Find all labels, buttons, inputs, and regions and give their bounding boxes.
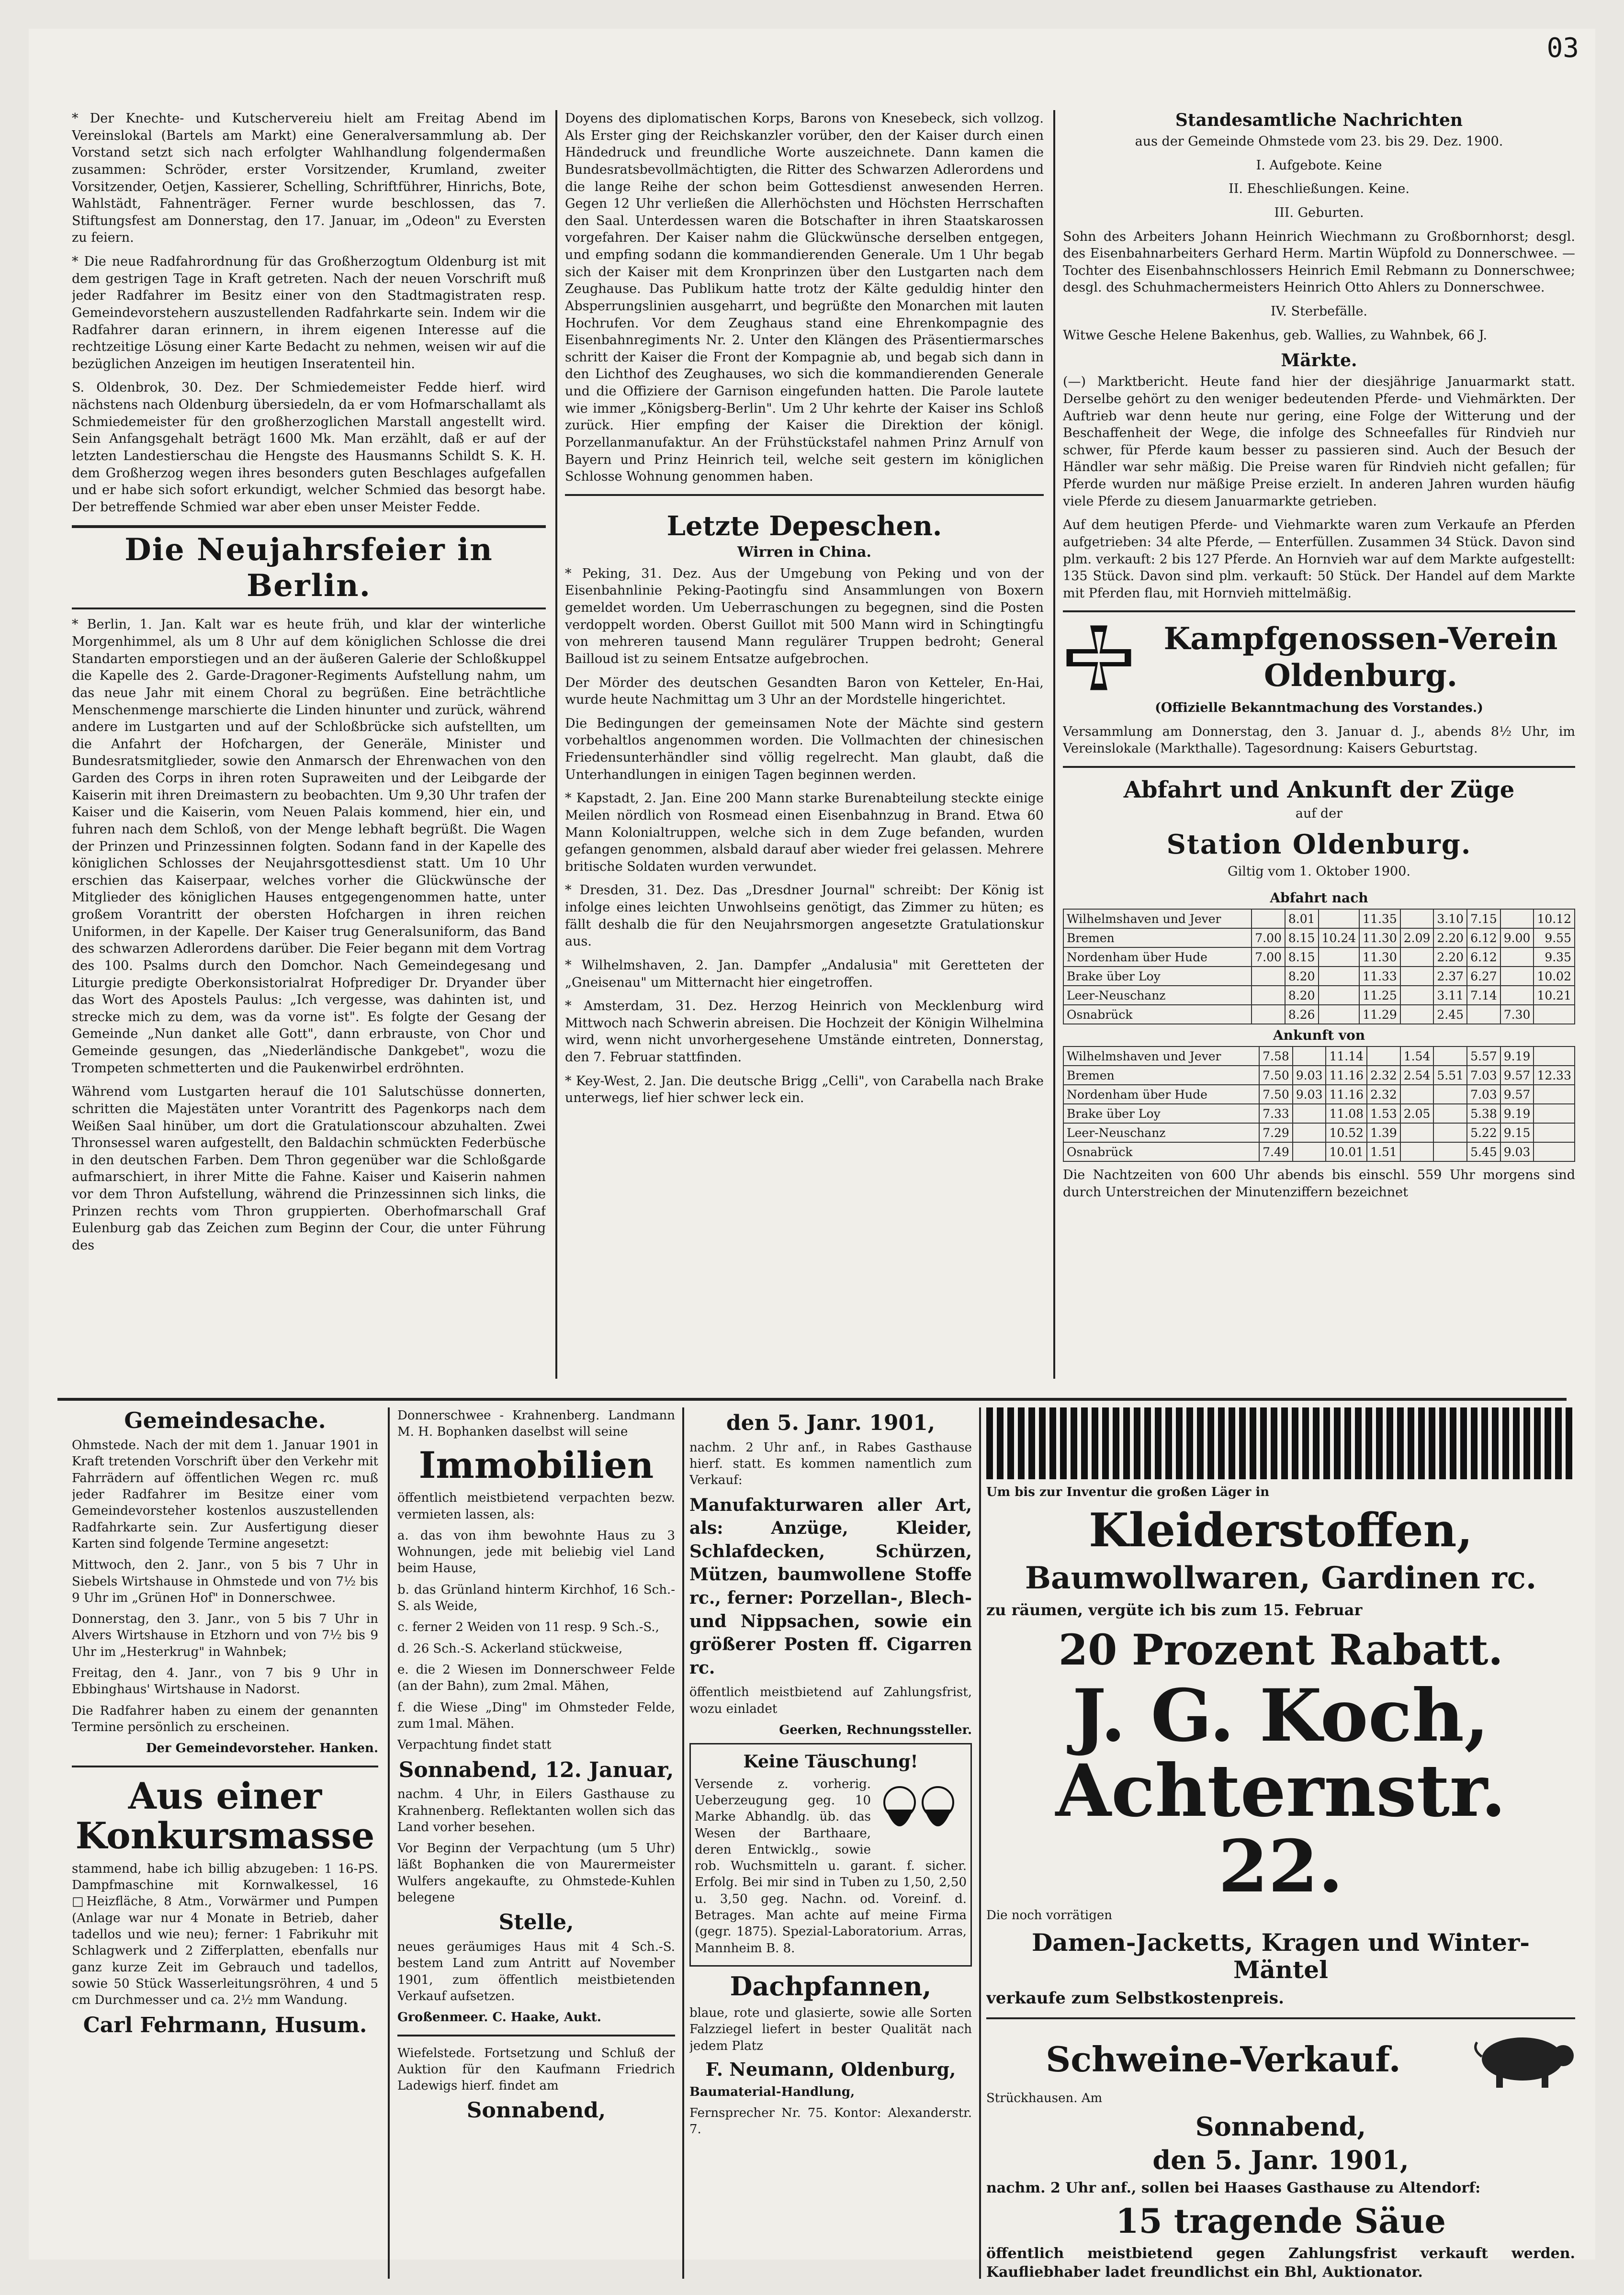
gemeindesache-title: Gemeindesache. xyxy=(124,1407,326,1433)
divider xyxy=(986,2017,1575,2019)
column-3 xyxy=(1063,110,1575,1207)
immobilien-title: Immobilien xyxy=(418,1443,654,1486)
train-time: 2.20 xyxy=(1433,947,1467,967)
article-key-west: * Key-West, 2. Jan. Die deutsche Brigg „Celli", von Carabella nach Brake unterwegs, lief hier schwer leck ein. xyxy=(565,1073,1044,1106)
timetable-row xyxy=(1063,928,1575,947)
train-time: 9.19 xyxy=(1500,1046,1534,1066)
train-time: 7.58 xyxy=(1259,1046,1293,1066)
train-time: 10.52 xyxy=(1326,1123,1367,1142)
train-time: 11.35 xyxy=(1359,909,1400,928)
article-berlin-2: Während vom Lustgarten herauf die 101 Salutschüsse donnerten, schritten die Majestäten unter Vorantritt des Pagenkorps nach dem Weißen Saal hinüber, um dort die Gratulationscour abzuhalten. Zwei Thronsessel waren aufgestellt, den Baldachin schmückten Federbüsche in den deutschen Farben. Dem Thron gegenüber war die Schloßgarde aufmarschiert, in ihrer Mitte die Fahne. Kaiser und Kaiserin nahmen vor dem Thron Aufstellung, während die Prinzessinnen sich links, die Prinzen rechts vom Thron gruppierten. Oberhofmarschall Graf Eulenburg gab das Zeichen zum Beginn der Cour, die unter Führung des xyxy=(72,1084,546,1253)
train-time xyxy=(1534,1123,1575,1142)
train-time xyxy=(1433,1142,1467,1161)
train-time: 10.21 xyxy=(1534,986,1575,1005)
train-time: 7.03 xyxy=(1467,1066,1500,1085)
train-time xyxy=(1400,909,1434,928)
marktbericht: (—) Marktbericht. Heute fand hier der diesjährige Januarmarkt statt. Derselbe gehört zu den weniger bedeutenden Pferde- und Viehmärkten. Der Auftrieb war denn heute nur gering, eine Folge der Witterung und der Beschaffenheit der Wege, die infolge des Schneefalles für Rindvieh nur schwer, für Pferde kaum besser zu passieren sind. Auch der Besuch der Händler war sehr mäßig. Die Preise waren für Rindvieh nicht gefallen; für Pferde wurden nur mäßige Preise erzielt. In anderen Jahren wurden häufig viele Pferde zu diesem Januarmarkte getrieben. xyxy=(1063,374,1575,509)
schweine-date: den 5. Janr. 1901, xyxy=(1152,2144,1409,2175)
timetable-row xyxy=(1063,1104,1575,1123)
standesamt-sterbe: IV. Sterbefälle. xyxy=(1270,304,1368,319)
train-time xyxy=(1252,909,1285,928)
train-time: 2.37 xyxy=(1433,967,1467,986)
station-name: Wilhelmshaven und Jever xyxy=(1063,1046,1259,1066)
train-time: 5.57 xyxy=(1467,1046,1500,1066)
koch-name: J. G. Koch, Achternstr. 22. xyxy=(1055,1673,1506,1909)
train-time: 9.15 xyxy=(1500,1123,1534,1142)
immobilien-e: e. die 2 Wiesen im Donnerschweer Felde (an der Bahn), zum 2mal. Mähen, xyxy=(397,1663,675,1694)
station-title: Station Oldenburg. xyxy=(1166,829,1472,861)
kampfgenossen-verein xyxy=(1063,621,1575,695)
gemeindesache-termin-1: Mittwoch, den 2. Janr., von 5 bis 7 Uhr in Siebels Wirtshause in Ohmstede und von 7½ bis 9 Uhr im „Grünen Hof" in Donnerschwee. xyxy=(72,1558,378,1605)
subhead-china: Wirren in China. xyxy=(737,543,871,561)
auf-der: auf der xyxy=(1295,806,1343,821)
gemeindesache-hinweis: Die Radfahrer haben zu einem der genannten Termine persönlich zu erscheinen. xyxy=(72,1703,378,1734)
dachpfannen-title: Dachpfannen, xyxy=(730,1971,932,2002)
schweine-day: Sonnabend, xyxy=(1195,2111,1366,2142)
train-time: 8.20 xyxy=(1285,967,1319,986)
train-time xyxy=(1534,1142,1575,1161)
ads-column-4 xyxy=(986,1407,1575,2287)
article-amsterdam: * Amsterdam, 31. Dez. Herzog Heinrich von Mecklenburg wird Mittwoch nach Schwerin abreisen. Die Hochzeit der Königin Wilhelmina wird, wenn nicht unvorhergesehene Umstände eintreten, Donnerstag, den 7. Februar stattfinden. xyxy=(565,999,1044,1065)
maerkte-title: Märkte. xyxy=(1281,350,1357,371)
immobilien-date: Sonnabend, 12. Januar, xyxy=(398,1757,674,1782)
divider xyxy=(565,494,1044,496)
train-time: 11.33 xyxy=(1359,967,1400,986)
schweine-title: Schweine-Verkauf. xyxy=(1046,2038,1401,2080)
article-kapstadt: * Kapstadt, 2. Jan. Eine 200 Mann starke Burenabteilung steckte einige Meilen nördlich von Rosmead einen Eisenbahnzug in Brand. Etwa 60 Mann Kolonialtruppen, welche sich in dem Zuge befanden, wurden gefangen genommen, alsbald darauf aber wieder frei gelassen. Mehrere britische Soldaten wurden verwundet. xyxy=(565,791,1044,874)
train-time: 7.15 xyxy=(1467,909,1500,928)
train-time: 1.39 xyxy=(1367,1123,1400,1142)
train-time xyxy=(1252,1005,1285,1024)
train-time: 12.33 xyxy=(1534,1066,1575,1085)
verein-subtitle: (Offizielle Bekanntmachung des Vorstandes.) xyxy=(1155,700,1483,715)
ads-column-1 xyxy=(72,1407,378,2041)
article-radfahrordnung: * Die neue Radfahrordnung für das Großherzogtum Oldenburg ist mit dem gestrigen Tage in Kraft getreten. Nach der neuen Vorschrift muß jeder Radfahrer im Besitz einer von den Stadtmagistraten resp. Gemeindevorstehern auszustellenden Radfahrkarte sein. Indem wir die Radfahrer daran erinnern, in ihrem eigenen Interesse auf die rechtzeitige Lösung einer Karte Bedacht zu nehmen, weisen wir auf die bezüglichen Anzeigen im heutigen Inseratenteil hin. xyxy=(72,254,546,371)
standesamt-sterbe-text: Witwe Gesche Helene Bakenhus, geb. Wallies, zu Wahnbek, 66 J. xyxy=(1063,327,1488,343)
train-time: 7.29 xyxy=(1259,1123,1293,1142)
schweine-saeue: 15 tragende Säue xyxy=(1116,2201,1446,2241)
train-time xyxy=(1467,1005,1500,1024)
train-time xyxy=(1400,967,1434,986)
taeuschung-text: Versende z. vorherig. Ueberzeugung geg. 10 Marke Abhandlg. üb. das Wesen der Barthaare, deren Entwicklg., sowie rob. Wuchsmitteln u. garant. f. sicher. Erfolg. Bei mir sind in Tuben zu 1,50, 2,50 u. 3,50 geg. Nachn. od. Voreinf. d. Betrages. Man achte auf meine Firma (gegr. 1875). Spezial-Laboratorium. Arras, Mannheim B. 8. xyxy=(695,1777,967,1956)
taeuschung-title: Keine Täuschung! xyxy=(743,1752,918,1772)
train-time: 2.32 xyxy=(1367,1066,1400,1085)
immobilien-c: c. ferner 2 Weiden von 11 resp. 9 Sch.-S., xyxy=(397,1620,659,1635)
station-name: Brake über Loy xyxy=(1063,967,1252,986)
train-time: 11.08 xyxy=(1326,1104,1367,1123)
article-berlin-1: * Berlin, 1. Jan. Kalt war es heute früh, und klar der winterliche Morgenhimmel, als um 8 Uhr auf dem königlichen Schlosse die drei Standarten emporstiegen und an der äußeren Galerie der Schloßkuppel die Kapelle des 2. Garde-Dragoner-Regiments Aufstellung nahm, um das neue Jahr mit einem Choral zu begrüßen. Eine beträchtliche Menschenmenge marschierte die Linden hinunter und zurück, während andere im Lustgarten und auf der Schloßbrücke sich aufstellten, um die Anfahrt der Hofchargen, der Generäle, Minister und Bundesratsmitglieder, sowie den Anmarsch der Ehrenwachen von den Garden des Corps in ihren roten Supraweiten und der Leibgarde der Kaiserin mit ihren Dreimastern zu beobachten. Um 9,30 Uhr trafen der Kaiser und die Kaiserin, vom Neuen Palais kommend, hier ein, und fuhren nach dem Schloß, von der Menge lebhaft begrüßt. Die Wagen der Prinzen und Prinzessinnen folgten. Sodann fand in der Kapelle des königlichen Schlosses der Neujahrsgottesdienst statt. Um 10 Uhr erschien das Kaiserpaar, welches vorher die Glückwünsche der Mitglieder des königlichen Hauses entgegengenommen hatte, unter großem Vorantritt der obersten Hofchargen in ihren reichen Uniformen, in der Kapelle. Der Kaiser trug Generalsuniform, das Band des schwarzen Adlerordens darüber. Die Feier begann mit dem Vortrag des 100. Psalms durch den Domchor. Nach Gemeindegesang und Liturgie predigte Oberkonsistorialrat Hofprediger Dr. Dryander über das Wort des Apostels Paulus: „Ich vergesse, was dahinten ist, und strecke mich zu dem, was da vorne ist". Es folgte der Gesang der Gemeinde „Nun danket alle Gott", dann erbrauste, von Chor und Gemeinde gesungen, das „Niederländische Dankgebet", wozu die Trompeten schmetterten und die Paukenwirbel erdröhnten. xyxy=(72,617,546,1076)
station-name: Osnabrück xyxy=(1063,1005,1252,1024)
train-time xyxy=(1433,1123,1467,1142)
ankunft-label: Ankunft von xyxy=(1273,1027,1365,1044)
immobilien-intro: Donnerschwee - Krahnenberg. Landmann M. H. Bophanken daselbst will seine xyxy=(397,1408,675,1440)
gueltig: Giltig vom 1. Oktober 1900. xyxy=(1228,864,1410,879)
schweine-text: nachm. 2 Uhr anf., sollen bei Haases Gasthause zu Altendorf: xyxy=(986,2179,1481,2196)
column-2 xyxy=(565,110,1044,1114)
train-time xyxy=(1433,1085,1467,1104)
train-time: 11.29 xyxy=(1359,1005,1400,1024)
train-time xyxy=(1534,1085,1575,1104)
konkursmasse-title: Aus einer Konkursmasse xyxy=(75,1774,375,1857)
train-time: 10.24 xyxy=(1319,928,1360,947)
train-time: 6.27 xyxy=(1467,967,1500,986)
train-time: 8.26 xyxy=(1285,1005,1319,1024)
train-time: 11.30 xyxy=(1359,947,1400,967)
train-time: 5.45 xyxy=(1467,1142,1500,1161)
verein-title: Kampfgenossen-Verein Oldenburg. xyxy=(1163,621,1558,694)
timetable-row xyxy=(1063,1142,1575,1161)
ad-divider xyxy=(388,1407,390,2279)
auktion-sign: Geerken, Rechnungssteller. xyxy=(779,1722,972,1737)
train-time: 2.45 xyxy=(1433,1005,1467,1024)
train-time: 1.51 xyxy=(1367,1142,1400,1161)
train-time: 8.20 xyxy=(1285,986,1319,1005)
verein-text: Versammlung am Donnerstag, den 3. Januar d. J., abends 8½ Uhr, im Vereinslokale (Markthalle). Tagesordnung: Kaisers Geburtstag. xyxy=(1063,724,1575,756)
train-time: 2.20 xyxy=(1433,928,1467,947)
train-time: 1.54 xyxy=(1400,1046,1434,1066)
koch-selbstkosten: verkaufe zum Selbstkostenpreis. xyxy=(986,1988,1284,2008)
train-time xyxy=(1293,1046,1326,1066)
train-time: 7.00 xyxy=(1252,947,1285,967)
immobilien-f: f. die Wiese „Ding" im Ohmsteder Felde, zum 1mal. Mähen. xyxy=(397,1700,675,1731)
koch-rabatt-intro: zu räumen, vergüte ich bis zum 15. Februar xyxy=(986,1600,1363,1619)
bearded-men-icon xyxy=(871,1776,967,1848)
train-time xyxy=(1500,986,1534,1005)
column-divider xyxy=(1053,110,1055,1379)
divider xyxy=(1063,610,1575,612)
konkursmasse-sign: Carl Fehrmann, Husum. xyxy=(83,2013,367,2037)
newspaper-page xyxy=(29,29,1595,2281)
schweine-ort: Strückhausen. Am xyxy=(986,2091,1103,2106)
koch-kleiderstoffen: Kleiderstoffen, xyxy=(1089,1503,1473,1558)
koch-fringe-border xyxy=(986,1407,1575,1479)
station-name: Nordenham über Hude xyxy=(1063,1085,1259,1104)
abfahrt-table xyxy=(1063,909,1575,1024)
train-time xyxy=(1319,947,1360,967)
train-time: 9.03 xyxy=(1500,1142,1534,1161)
timetable-row xyxy=(1063,947,1575,967)
standesamt-ehe: II. Eheschließungen. Keine. xyxy=(1229,181,1410,197)
article-note: Die Bedingungen der gemeinsamen Note der Mächte sind gestern vorbehaltlos angenommen worden. Die Vollmachten der chinesischen Friedensunterhändler sind völlig regelrecht. Man glaubt, daß die Unterhandlungen in einigen Tagen beginnen werden. xyxy=(565,716,1044,782)
divider xyxy=(1063,766,1575,768)
immobilien-text: öffentlich meistbietend verpachten bezw. vermieten lassen, als: xyxy=(397,1491,675,1522)
article-wilhelmshaven: * Wilhelmshaven, 2. Jan. Dampfer „Andalusia" mit Geretteten der „Gneisenau" um Mitternacht hier eingetroffen. xyxy=(565,957,1044,990)
dachpfannen-firm-2: Baumaterial-Handlung, xyxy=(689,2084,855,2099)
train-time: 9.03 xyxy=(1293,1085,1326,1104)
train-time: 7.03 xyxy=(1467,1085,1500,1104)
timetable-note: Die Nachtzeiten von 600 Uhr abends bis einschl. 559 Uhr morgens sind durch Unterstreichen der Minutenziffern bezeichnet xyxy=(1063,1168,1575,1200)
standesamt-geburten-text: Sohn des Arbeiters Johann Heinrich Wiechmann zu Großbornhorst; desgl. des Eisenbahnarbeiters Gerhard Herm. Martin Wüpfold zu Donnerschwee. — Tochter des Eisenbahnschlossers Heinrich Emil Rebmann zu Donnerschwee; desgl. des Schuhmachermeisters Heinrich Otto Ahlers zu Donnerschwee. xyxy=(1063,229,1575,295)
koch-rabatt: 20 Prozent Rabatt. xyxy=(1058,1624,1503,1675)
train-time xyxy=(1319,986,1360,1005)
ads-column-3 xyxy=(689,1407,972,2143)
train-time: 2.54 xyxy=(1400,1066,1434,1085)
immobilien-verpachtung: Verpachtung findet statt xyxy=(397,1738,552,1753)
train-time xyxy=(1433,1046,1467,1066)
train-time xyxy=(1293,1123,1326,1142)
train-time: 2.09 xyxy=(1400,928,1434,947)
train-time xyxy=(1367,1046,1400,1066)
timetable-row xyxy=(1063,967,1575,986)
marktbericht-2: Auf dem heutigen Pferde- und Viehmarkte waren zum Verkaufe an Pferden aufgetrieben: 34 alte Pferde, — Enterfüllen. Zusammen 34 Stück. Davon sind plm. verkauft: 2 bis 127 Pferde. An Hornvieh war auf dem Markte aufgestellt: 135 Stück. Davon sind plm. verkauft: 50 Stück. Der Handel auf dem Markte mit Pferden flau, mit Hornvieh mittelmäßig. xyxy=(1063,518,1575,601)
station-name: Nordenham über Hude xyxy=(1063,947,1252,967)
schweine-header xyxy=(986,2028,1575,2090)
train-time: 6.12 xyxy=(1467,947,1500,967)
column-divider xyxy=(555,110,557,1379)
train-time: 9.57 xyxy=(1500,1085,1534,1104)
headline-neujahrsfeier: Die Neujahrsfeier in Berlin. xyxy=(72,525,546,609)
train-time xyxy=(1500,947,1534,967)
ad-divider xyxy=(682,1407,684,2279)
train-time: 7.33 xyxy=(1259,1104,1293,1123)
train-time xyxy=(1319,1005,1360,1024)
timetable-row xyxy=(1063,909,1575,928)
train-time: 9.19 xyxy=(1500,1104,1534,1123)
auktion-date: den 5. Janr. 1901, xyxy=(726,1411,936,1435)
section-divider xyxy=(57,1398,1567,1401)
koch-baumwollwaren: Baumwollwaren, Gardinen rc. xyxy=(1025,1560,1537,1596)
station-name: Wilhelmshaven und Jever xyxy=(1063,909,1252,928)
train-time: 5.51 xyxy=(1433,1066,1467,1085)
wiefelstede-date: Sonnabend, xyxy=(466,2098,606,2123)
timetable-row xyxy=(1063,1123,1575,1142)
timetable-row xyxy=(1063,1005,1575,1024)
immobilien-stelle: Stelle, xyxy=(498,1910,574,1935)
standesamt-aufgebote: I. Aufgebote. Keine xyxy=(1256,158,1382,173)
train-time: 9.57 xyxy=(1500,1066,1534,1085)
station-name: Leer-Neuschanz xyxy=(1063,1123,1259,1142)
train-time: 3.10 xyxy=(1433,909,1467,928)
train-time: 8.01 xyxy=(1285,909,1319,928)
ad-divider xyxy=(979,1407,981,2279)
train-time: 3.11 xyxy=(1433,986,1467,1005)
train-time: 8.15 xyxy=(1285,947,1319,967)
ankunft-table xyxy=(1063,1046,1575,1162)
konkursmasse-text: stammend, habe ich billig abzugeben: 1 16-PS. Dampfmaschine mit Kornwalkessel, 16 □Heizfläche, 8 Atm., Vorwärmer und Pumpen (Anlage war nur 4 Monate in Betrieb, daher tadellos und wie neu); ferner: 1 Fabrikuhr mit Schlagwerk und 2 Zifferplatten, ebenfalls nur ganz kurze Zeit im Gebrauch und tadellos, sowie 50 Stück Wasserleitungsröhren, 4 und 5 cm Durchmesser und ca. 2½ mm Wandung. xyxy=(72,1861,378,2008)
train-time: 11.14 xyxy=(1326,1046,1367,1066)
koch-intro: Um bis zur Inventur die großen Läger in xyxy=(986,1485,1270,1499)
train-time: 1.53 xyxy=(1367,1104,1400,1123)
gemeindesache-sign: Der Gemeindevorsteher. Hanken. xyxy=(146,1741,378,1756)
auktion-goods: Manufakturwaren aller Art, als: Anzüge, Kleider, Schlafdecken, Schürzen, Mützen, baumwollene Stoffe rc., ferner: Porzellan-, Blech- und Nippsachen, sowie ein größerer Posten ff. Cigarren rc. xyxy=(689,1495,972,1678)
immobilien-d: d. 26 Sch.-S. Ackerland stückweise, xyxy=(397,1641,623,1656)
train-time: 10.02 xyxy=(1534,967,1575,986)
article-peking: * Peking, 31. Dez. Aus der Umgebung von Peking und von der Eisenbahnlinie Peking-Paotingfu sind Ansammlungen von Boxern gemeldet worden. Um Ueberraschungen zu begegnen, sind die Posten verdoppelt worden. Oberst Guillot mit 500 Mann wird in Schingtingfu von mehreren tausend Mann regulärer Truppen bedroht; General Bailloud ist zu seinem Entsatze aufgebrochen. xyxy=(565,566,1044,666)
train-time xyxy=(1433,1104,1467,1123)
pig-icon xyxy=(1470,2028,1575,2090)
train-time: 2.05 xyxy=(1400,1104,1434,1123)
koch-jacketts: Damen-Jacketts, Kragen und Winter-Mäntel xyxy=(1031,1928,1530,1984)
train-time xyxy=(1252,986,1285,1005)
train-time xyxy=(1293,1104,1326,1123)
train-time xyxy=(1500,967,1534,986)
train-time: 11.30 xyxy=(1359,928,1400,947)
train-time xyxy=(1500,909,1534,928)
immobilien-b: b. das Grünland hinterm Kirchhof, 16 Sch.-S. als Weide, xyxy=(397,1582,675,1614)
standesamt-title: Standesamtliche Nachrichten xyxy=(1175,110,1463,130)
station-name: Bremen xyxy=(1063,1066,1259,1085)
koch-vorraetig: Die noch vorrätigen xyxy=(986,1908,1113,1923)
train-time: 9.55 xyxy=(1534,928,1575,947)
auktion-zahlungsfrist: öffentlich meistbietend auf Zahlungsfrist, wozu einladet xyxy=(689,1685,972,1716)
train-time xyxy=(1319,909,1360,928)
immobilien-sign: Großenmeer. C. Haake, Aukt. xyxy=(397,2010,601,2025)
taeuschung-ad xyxy=(689,1743,972,1967)
train-time: 7.50 xyxy=(1259,1066,1293,1085)
train-time: 6.12 xyxy=(1467,928,1500,947)
auktion-text: nachm. 2 Uhr anf., in Rabes Gasthause hierf. statt. Es kommen namentlich zum Verkauf: xyxy=(689,1440,972,1488)
wiefelstede-text: Wiefelstede. Fortsetzung und Schluß der Auktion für den Kaufmann Friedrich Ladewigs hierf. findet am xyxy=(397,2046,675,2093)
train-time: 10.12 xyxy=(1534,909,1575,928)
train-time: 10.01 xyxy=(1326,1142,1367,1161)
article-ketteler: Der Mörder des deutschen Gesandten Baron von Ketteler, En-Hai, wurde heute Nachmittag um 3 Uhr an der Mordstelle hingerichtet. xyxy=(565,675,1044,708)
timetable-row xyxy=(1063,1066,1575,1085)
schweine-verkauf: öffentlich meistbietend gegen Zahlungsfrist verkauft werden. Kaufliebhaber ladet freundlichst ein Bhl, Auktionator. xyxy=(986,2245,1575,2281)
train-time: 9.35 xyxy=(1534,947,1575,967)
train-time: 7.50 xyxy=(1259,1085,1293,1104)
train-time xyxy=(1252,967,1285,986)
gemeindesache-termin-2: Donnerstag, den 3. Janr., von 5 bis 7 Uhr in Alvers Wirtshause in Etzhorn und von 7½ bis 9 Uhr im „Hesterkrug" in Wahnbek; xyxy=(72,1612,378,1659)
train-time: 5.38 xyxy=(1467,1104,1500,1123)
dachpfannen-contact: Fernsprecher Nr. 75. Kontor: Alexanderstr. 7. xyxy=(689,2106,972,2137)
train-time xyxy=(1400,1142,1434,1161)
divider xyxy=(72,1766,378,1767)
train-time xyxy=(1400,1005,1434,1024)
immobilien-ort: nachm. 4 Uhr, in Eilers Gasthause zu Krahnenberg. Reflektanten wollen sich das Land vorher besehen. xyxy=(397,1787,675,1834)
dachpfannen-firm: F. Neumann, Oldenburg, xyxy=(705,2059,956,2081)
immobilien-vor-beginn: Vor Beginn der Verpachtung (um 5 Uhr) läßt Bophanken die von Maurermeister Wulfers angekaufte, zu Ohmstede-Kuhlen belegene xyxy=(397,1841,675,1905)
train-time xyxy=(1534,1046,1575,1066)
iron-cross-icon xyxy=(1063,622,1135,694)
abfahrt-label: Abfahrt nach xyxy=(1270,890,1368,906)
train-time: 5.22 xyxy=(1467,1123,1500,1142)
timetable-row xyxy=(1063,986,1575,1005)
train-time xyxy=(1400,986,1434,1005)
headline-depeschen: Letzte Depeschen. xyxy=(666,510,942,542)
gemeindesache-termin-3: Freitag, den 4. Janr., von 7 bis 9 Uhr in Ebbinghaus' Wirtshause in Nadorst. xyxy=(72,1666,378,1697)
gemeindesache-text: Ohmstede. Nach der mit dem 1. Januar 1901 in Kraft tretenden Vorschrift über den Verkehr mit Fahrrädern auf öffentlichen Wegen rc. muß jeder Radfahrer im Besitze einer vom Gemeindevorsteher kostenlos auszustellenden Radfahrkarte sein. Zur Ausfertigung dieser Karten sind folgende Termine angesetzt: xyxy=(72,1438,378,1551)
timetable-row xyxy=(1063,1085,1575,1104)
article-dresden: * Dresden, 31. Dez. Das „Dresdner Journal" schreibt: Der König ist infolge eines leichten Unwohlseins genötigt, das Zimmer zu hüten; es fällt deshalb die für den Neujahrsmorgen angesetzte Gratulationskur aus. xyxy=(565,883,1044,949)
train-time xyxy=(1400,1123,1434,1142)
train-time xyxy=(1400,1085,1434,1104)
immobilien-haus: neues geräumiges Haus mit 4 Sch.-S. bestem Land zum Antritt auf November 1901, zum öffentlich meistbietenden Verkauf aufsetzen. xyxy=(397,1939,675,2003)
station-name: Bremen xyxy=(1063,928,1252,947)
train-time xyxy=(1293,1142,1326,1161)
train-time: 7.00 xyxy=(1252,928,1285,947)
timetable-row xyxy=(1063,1046,1575,1066)
ads-column-2 xyxy=(397,1407,675,2127)
train-time xyxy=(1319,967,1360,986)
train-time: 7.14 xyxy=(1467,986,1500,1005)
train-time: 8.15 xyxy=(1285,928,1319,947)
train-time: 7.49 xyxy=(1259,1142,1293,1161)
station-name: Osnabrück xyxy=(1063,1142,1259,1161)
dachpfannen-text: blaue, rote und glasierte, sowie alle Sorten Falzziegel liefert in bester Qualität nach jedem Platz xyxy=(689,2006,972,2053)
station-name: Leer-Neuschanz xyxy=(1063,986,1252,1005)
train-time xyxy=(1400,947,1434,967)
page-number: 03 xyxy=(1546,33,1579,64)
train-time: 7.30 xyxy=(1500,1005,1534,1024)
article-oldenbrok: S. Oldenbrok, 30. Dez. Der Schmiedemeister Fedde hierf. wird nächstens nach Oldenburg übersiedeln, da er vom Hofmarschallamt als Schmiedemeister für den großherzoglichen Marstall angestellt wird. Sein Anfangsgehalt beträgt 1600 Mk. Man erzählt, daß er auf der letzten Landestierschau die Hengste des Hausmanns Schildt S. K. H. dem Großherzog wegen ihres besonders guten Beschlages aufgefallen und er habe sich sofort erkundigt, welcher Schmied das besorgt habe. Der betreffende Schmied war aber eben unser Meister Fedde. xyxy=(72,380,546,515)
standesamt-geburten: III. Geburten. xyxy=(1274,205,1364,220)
column-1 xyxy=(72,110,546,1261)
divider xyxy=(397,2035,675,2036)
train-time: 11.16 xyxy=(1326,1085,1367,1104)
article-berlin-3: Doyens des diplomatischen Korps, Barons von Knesebeck, sich vollzog. Als Erster ging der Reichskanzler vorüber, den der Kaiser durch einen Händedruck und freundliche Worte auszeichnete. Dann kamen die Bundesratsbevollmächtigten, die Ritter des Schwarzen Adlerordens und die lange Reihe der schon beim Gottesdienst anwesenden Herren. Gegen 12 Uhr verließen die Allerhöchsten und Höchsten Herrschaften den Saal. Unterdessen waren die Botschafter in ihren Staatskarossen vorgefahren. Der Kaiser nahm die Glückwünsche derselben entgegen, und empfing sodann die kommandierenden Generale. Um 1 Uhr begab sich der Kaiser mit dem Kronprinzen über den Lustgarten nach dem Zeughause. Das Publikum hatte trotz der Kälte geduldig hinter den Absperrungslinien ausgeharrt, und begrüßte den Monarchen mit lauten Hochrufen. Vor dem Zeughaus stand eine Ehrenkompagnie des Eisenbahnregiments Nr. 2. Unter den Klängen des Präsentiermarsches schritt der Kaiser die Front der Kompagnie ab, und begab sich dann in den Lichthof des Zeughauses, wo sich die kommandierenden Generale und die Offiziere der Garnison eingefunden hatten. Die Parole lautete wie immer „Königsberg-Berlin". Um 2 Uhr kehrte der Kaiser ins Schloß zurück. Hier empfing der Kaiser die Direktion der königl. Porzellanmanufaktur. An der Frühstückstafel nahmen Prinz Arnulf von Bayern und Prinz Heinrich teil, welche seit gestern im königlichen Schlosse Wohnung genommen haben. xyxy=(565,111,1044,484)
article-knechteverein: * Der Knechte- und Kutschervereiu hielt am Freitag Abend im Vereinslokal (Bartels am Markt) eine Generalversammlung ab. Der Vorstand setzt sich nach erfolgter Wahlhandlung folgendermaßen zusammen: Schröder, erster Vorsitzender, Krumland, zweiter Vorsitzender, Oetjen, Kassierer, Schelling, Schriftführer, Hinrichs, Bote, Wahlstädt, Fahnenträger. Ferner wurde beschlossen, das 7. Stiftungsfest am Donnerstag, den 17. Januar, im „Odeon" zu Eversten zu feiern. xyxy=(72,111,546,246)
train-time: 11.25 xyxy=(1359,986,1400,1005)
abfahrt-title: Abfahrt und Ankunft der Züge xyxy=(1123,776,1515,803)
train-time: 11.16 xyxy=(1326,1066,1367,1085)
station-name: Brake über Loy xyxy=(1063,1104,1259,1123)
train-time: 2.32 xyxy=(1367,1085,1400,1104)
standesamt-subtitle: aus der Gemeinde Ohmstede vom 23. bis 29. Dez. 1900. xyxy=(1135,134,1503,149)
train-time: 9.03 xyxy=(1293,1066,1326,1085)
train-time: 9.00 xyxy=(1500,928,1534,947)
train-time xyxy=(1534,1005,1575,1024)
train-time xyxy=(1534,1104,1575,1123)
immobilien-a: a. das von ihm bewohnte Haus zu 3 Wohnungen, jede mit beliebig viel Land beim Hause, xyxy=(397,1528,675,1576)
